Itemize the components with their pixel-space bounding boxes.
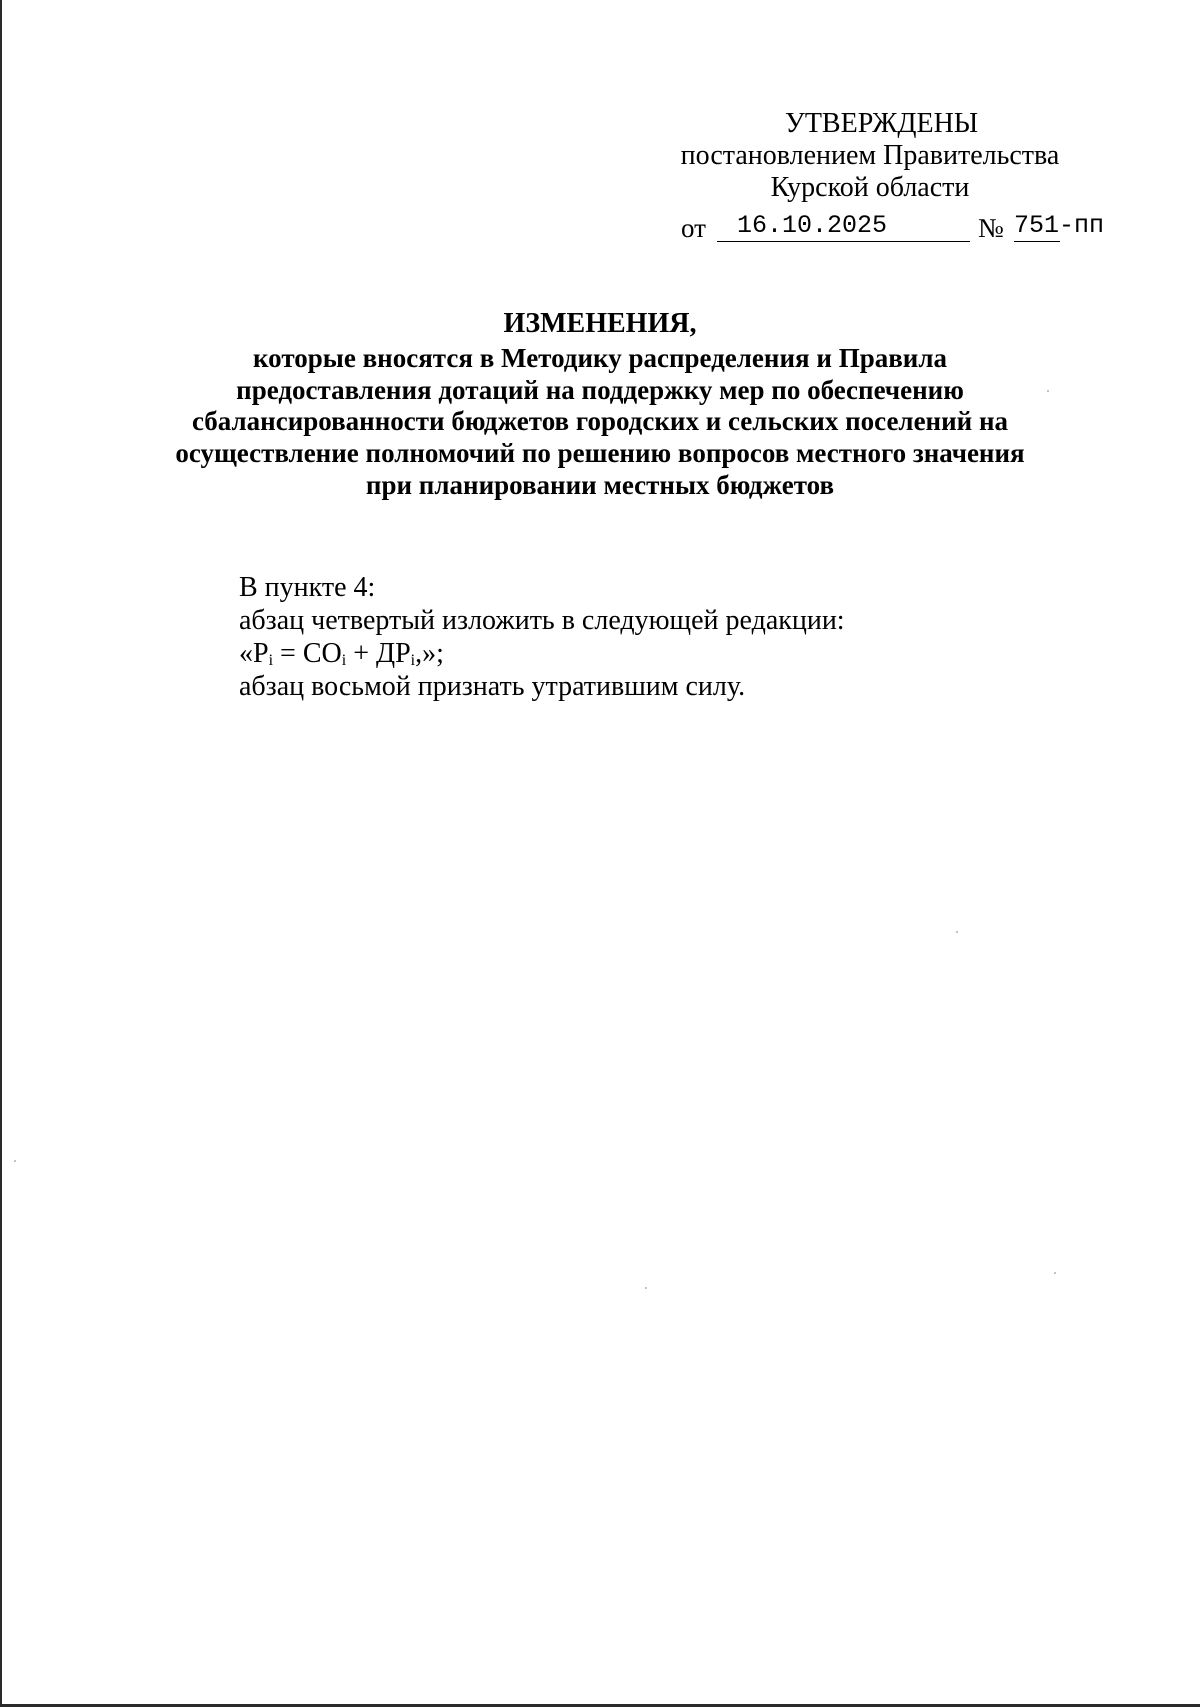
formula-tail: ,»;: [415, 638, 444, 669]
document-body: [239, 571, 1099, 703]
formula-plus: +: [346, 638, 376, 669]
date-prefix: от: [681, 213, 706, 243]
heading-line: при планировании местных бюджетов: [365, 469, 835, 500]
formula-open-quote: «: [239, 638, 253, 669]
body-line-clause: В пункте 4:: [239, 572, 376, 603]
formula-equals: =: [273, 638, 303, 669]
heading-line: которые вносятся в Методику распределения и Правила: [252, 342, 947, 373]
body-line-repeal: абзац восьмой признать утратившим силу.: [239, 671, 746, 702]
approval-date: 16.10.2025: [717, 211, 970, 242]
approval-title: УТВЕРЖДЕНЫ: [785, 108, 979, 139]
scan-speck: [956, 931, 958, 933]
approval-line-region: Курской области: [770, 172, 970, 203]
formula-subscript-i: i: [410, 652, 416, 669]
number-sign: №: [978, 213, 1004, 243]
scan-speck: [14, 1160, 16, 1162]
approval-number: 751-пп: [1014, 211, 1105, 240]
approval-date-number-row: [681, 211, 1105, 247]
heading-title: ИЗМЕНЕНИЯ,: [503, 308, 697, 339]
number-underline: [1014, 241, 1060, 242]
formula-dr: ДР: [375, 638, 411, 669]
formula-p: Р: [253, 638, 269, 669]
approval-stamp-block: [640, 108, 1100, 204]
heading-line: сбалансированности бюджетов городских и сельских поселений на: [191, 406, 1009, 437]
body-line-instruction: абзац четвертый изложить в следующей редакции:: [239, 605, 845, 636]
heading-line: осуществление полномочий по решению вопросов местного значения: [175, 438, 1025, 469]
formula-co: СО: [302, 638, 342, 669]
scan-speck: [1047, 390, 1049, 392]
scan-speck: [645, 1287, 647, 1289]
scan-speck: [1054, 1272, 1056, 1274]
formula-subscript-i: i: [268, 652, 274, 669]
scan-left-edge: [0, 0, 2, 1707]
formula-line: [239, 637, 1099, 670]
document-heading: [150, 308, 1050, 502]
approval-line-resolution: постановлением Правительства: [680, 140, 1060, 171]
heading-line: предоставления дотаций на поддержку мер по обеспечению: [236, 374, 964, 405]
formula-subscript-i: i: [341, 652, 347, 669]
